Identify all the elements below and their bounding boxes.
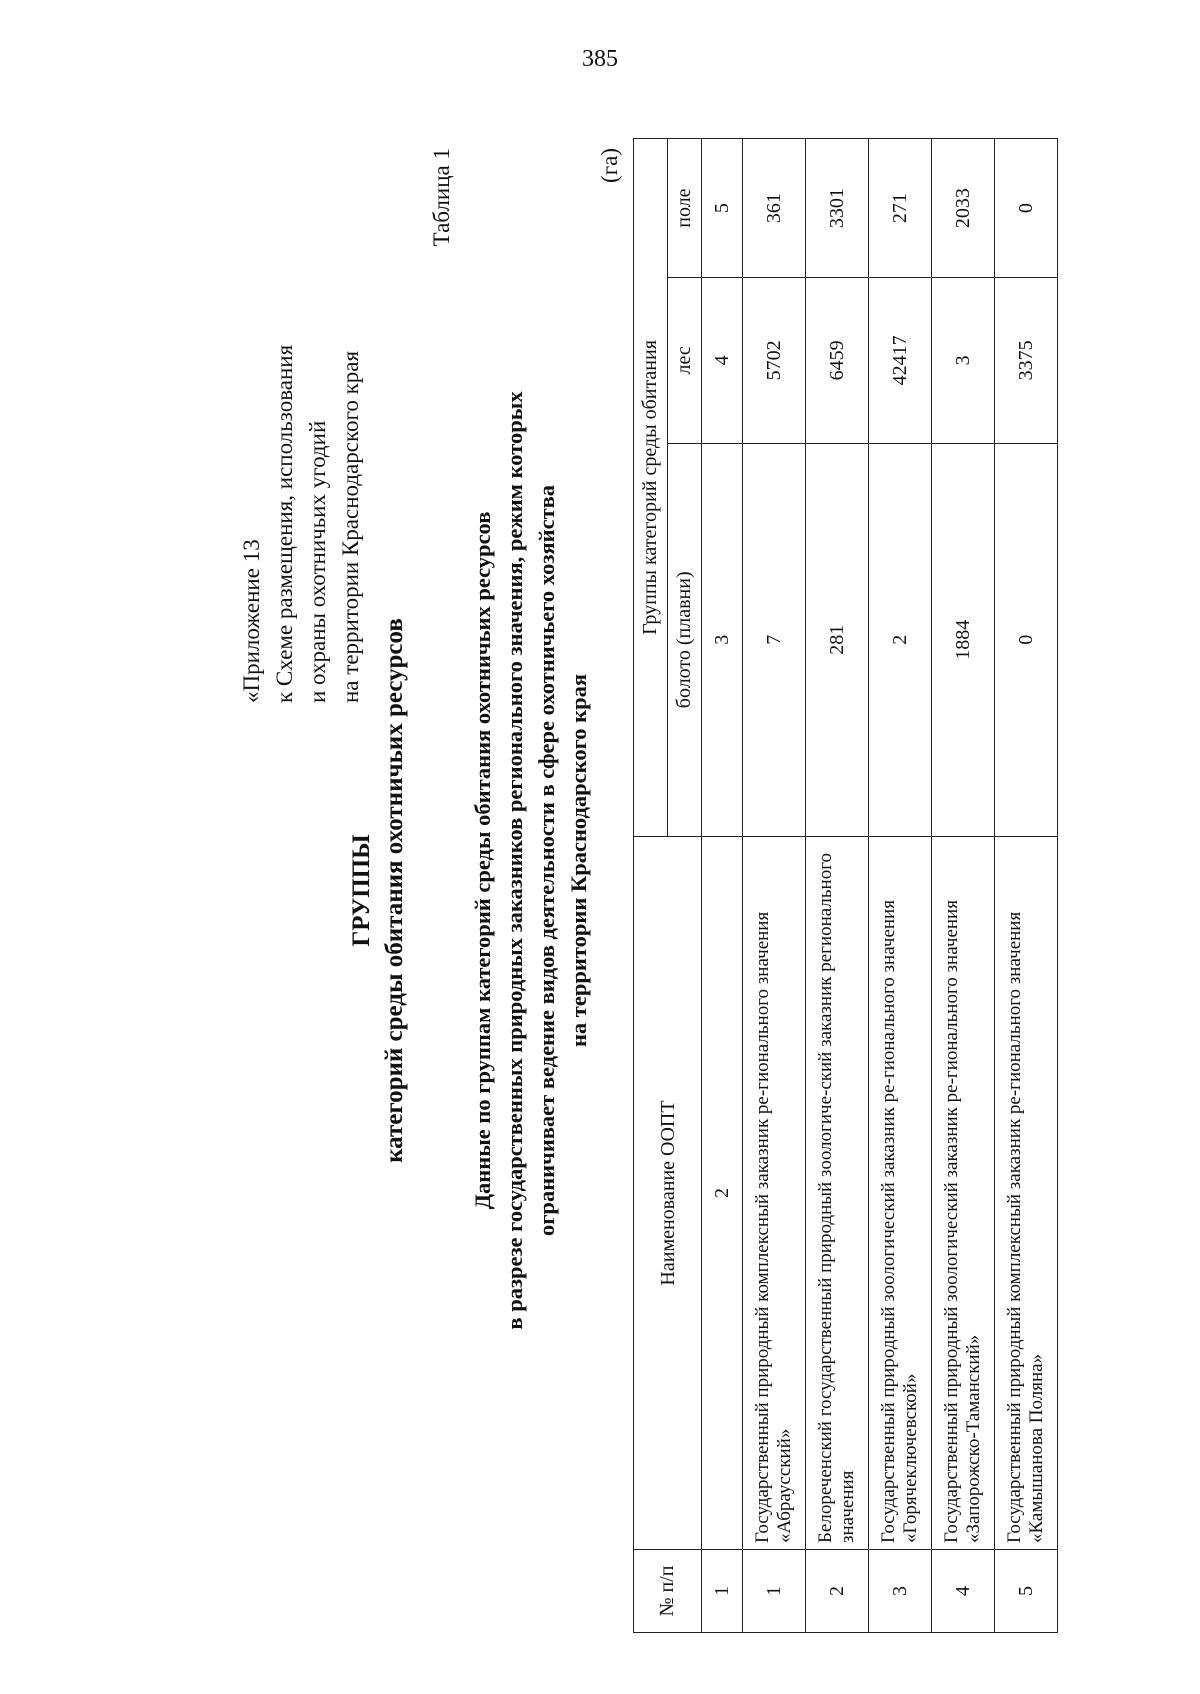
subtitle-line: в разрезе государственных природных заказников регионального значения, режим которых (502, 391, 527, 1330)
row-forest: 3 (932, 278, 995, 443)
index-cell: 4 (702, 278, 743, 443)
table-label: Таблица 1 (429, 148, 454, 247)
header-group: Группы категорий среды обитания (634, 139, 668, 837)
table-row (806, 139, 869, 1633)
index-cell: 3 (702, 443, 743, 836)
header-swamp: болото (плавни) (668, 443, 702, 836)
unit-label: (га) (597, 148, 622, 183)
header-num: № п/п (634, 1550, 702, 1633)
appendix-line: к Схеме размещения, использования (272, 344, 297, 703)
header-name: Наименование ООПТ (634, 837, 702, 1550)
row-name: Белореченский государственный природный зоологиче-ский заказник регионального значения (806, 837, 869, 1550)
row-name: Государственный природный зоологический заказник ре-гионального значения «Горячеключевской» (869, 837, 932, 1550)
appendix-line: и охраны охотничьих угодий (305, 420, 330, 703)
subtitle-line: Данные по группам категорий среды обитания охотничьих ресурсов (470, 511, 495, 1210)
title-line-2: категорий среды обитания охотничьих ресурсов (381, 618, 408, 1163)
row-field: 271 (869, 139, 932, 278)
index-cell: 2 (702, 837, 743, 1550)
table-row (743, 139, 806, 1633)
row-forest: 5702 (743, 278, 806, 443)
row-field: 0 (995, 139, 1058, 278)
header-forest: лес (668, 278, 702, 443)
row-name: Государственный природный комплексный заказник ре-гионального значения «Абраусский» (743, 837, 806, 1550)
table-subtitle (467, 138, 595, 1583)
index-cell: 5 (702, 139, 743, 278)
row-field: 361 (743, 139, 806, 278)
appendix-line: «Приложение 13 (239, 539, 264, 703)
row-forest: 3375 (995, 278, 1058, 443)
row-swamp: 0 (995, 443, 1058, 836)
row-field: 3301 (806, 139, 869, 278)
subtitle-line: ограничивает ведение видов деятельности в сфере охотничьего хозяйства (534, 484, 559, 1237)
table-row (932, 139, 995, 1633)
subtitle-line: на территории Краснодарского края (566, 673, 591, 1048)
row-swamp: 2 (869, 443, 932, 836)
row-num: 5 (995, 1550, 1058, 1633)
row-num: 2 (806, 1550, 869, 1633)
row-forest: 6459 (806, 278, 869, 443)
row-swamp: 7 (743, 443, 806, 836)
row-swamp: 1884 (932, 443, 995, 836)
row-swamp: 281 (806, 443, 869, 836)
table-row (869, 139, 932, 1633)
appendix-line: на территории Краснодарского края (338, 350, 363, 703)
habitat-table (633, 138, 1058, 1633)
row-num: 3 (869, 1550, 932, 1633)
row-field: 2033 (932, 139, 995, 278)
index-row (702, 139, 743, 1633)
title-line-1: ГРУППЫ (348, 834, 375, 947)
header-field: поле (668, 139, 702, 278)
row-num: 1 (743, 1550, 806, 1633)
document-title (345, 138, 411, 1643)
page-number: 385 (582, 46, 618, 72)
row-name: Государственный природный комплексный заказник ре-гионального значения «Камышанова Поляна» (995, 837, 1058, 1550)
row-num: 4 (932, 1550, 995, 1633)
table-row (995, 139, 1058, 1633)
row-name: Государственный природный зоологический заказник ре-гионального значения «Запорожско-Таманский» (932, 837, 995, 1550)
landscape-content (65, 138, 1047, 1643)
index-cell: 1 (702, 1550, 743, 1633)
row-forest: 42417 (869, 278, 932, 443)
